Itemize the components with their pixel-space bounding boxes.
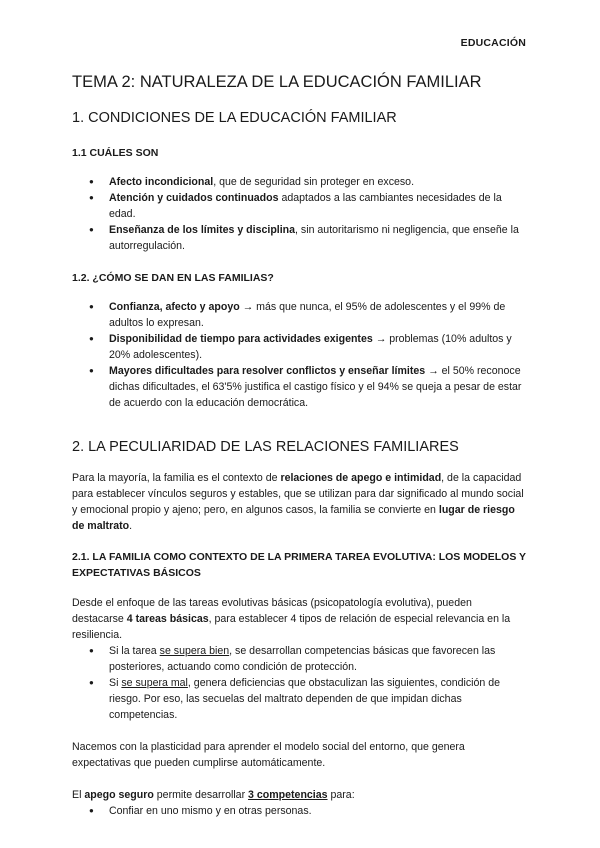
list-item: ● Confianza, afecto y apoyo → más que nunca, el 95% de adolescentes y el 99% de adultos lo expresan. bbox=[72, 299, 526, 331]
list-item: ● Si se supera mal, genera deficiencias que obstaculizan las siguientes, condición de riesgo. Por eso, las secuelas del maltrato dependen de que impidan dichas competencias. bbox=[72, 675, 526, 723]
section-1-heading: 1. CONDICIONES DE LA EDUCACIÓN FAMILIAR bbox=[72, 110, 397, 126]
plasticity-paragraph: Nacemos con la plasticidad para aprender el modelo social del entorno, que genera expectativas que pueden cumplirse automáticamente. bbox=[72, 741, 465, 769]
families-list bbox=[72, 299, 526, 411]
secure-attachment-paragraph: El apego seguro permite desarrollar 3 competencias para: bbox=[72, 789, 355, 801]
conditions-list bbox=[72, 174, 526, 254]
subsection-1-2-heading: 1.2. ¿CÓMO SE DAN EN LAS FAMILIAS? bbox=[72, 272, 274, 284]
task-outcomes-list bbox=[72, 643, 526, 723]
section-2-intro: Para la mayoría, la familia es el contexto de relaciones de apego e intimidad, de la capacidad para establecer vínculos seguros y estables, que se utilizan para dar significado al mundo social y emocional propio y ajeno; pero, en algunos casos, la familia se convierte en lugar de riesgo de maltrato. bbox=[72, 472, 524, 532]
list-item: ● Atención y cuidados continuados adaptados a las cambiantes necesidades de la edad. bbox=[72, 190, 526, 222]
list-item: ● Disponibilidad de tiempo para actividades exigentes → problemas (10% adultos y 20% adolescentes). bbox=[72, 331, 526, 363]
list-item: ● Confiar en uno mismo y en otras personas. bbox=[72, 803, 526, 819]
subsection-2-1-heading: 2.1. LA FAMILIA COMO CONTEXTO DE LA PRIMERA TAREA EVOLUTIVA: LOS MODELOS Y EXPECTATIVAS BÁSICOS bbox=[72, 551, 526, 579]
list-item: ● Enseñanza de los límites y disciplina, sin autoritarismo ni negligencia, que enseñe la autorregulación. bbox=[72, 222, 526, 254]
competencies-list bbox=[72, 803, 526, 819]
list-item: ● Afecto incondicional, que de seguridad sin proteger en exceso. bbox=[72, 174, 526, 190]
running-header: EDUCACIÓN bbox=[460, 37, 526, 49]
subsection-2-1-paragraph: Desde el enfoque de las tareas evolutivas básicas (psicopatología evolutiva), pueden destacarse 4 tareas básicas, para establecer 4 tipos de relación de especial relevancia en la resiliencia. bbox=[72, 597, 511, 641]
list-item: ● Si la tarea se supera bien, se desarrollan competencias básicas que favorecen las posteriores, actuando como condición de protección. bbox=[72, 643, 526, 675]
section-2-heading: 2. LA PECULIARIDAD DE LAS RELACIONES FAMILIARES bbox=[72, 439, 459, 455]
subsection-1-1-heading: 1.1 CUÁLES SON bbox=[72, 147, 159, 159]
document-title: TEMA 2: NATURALEZA DE LA EDUCACIÓN FAMILIAR bbox=[72, 73, 482, 91]
page-content bbox=[72, 72, 526, 819]
list-item: ● Mayores dificultades para resolver conflictos y enseñar límites → el 50% reconoce dichas dificultades, el 63'5% justifica el castigo físico y el 94% se queja a pesar de estar de acuerdo con la educación democrática. bbox=[72, 363, 526, 411]
